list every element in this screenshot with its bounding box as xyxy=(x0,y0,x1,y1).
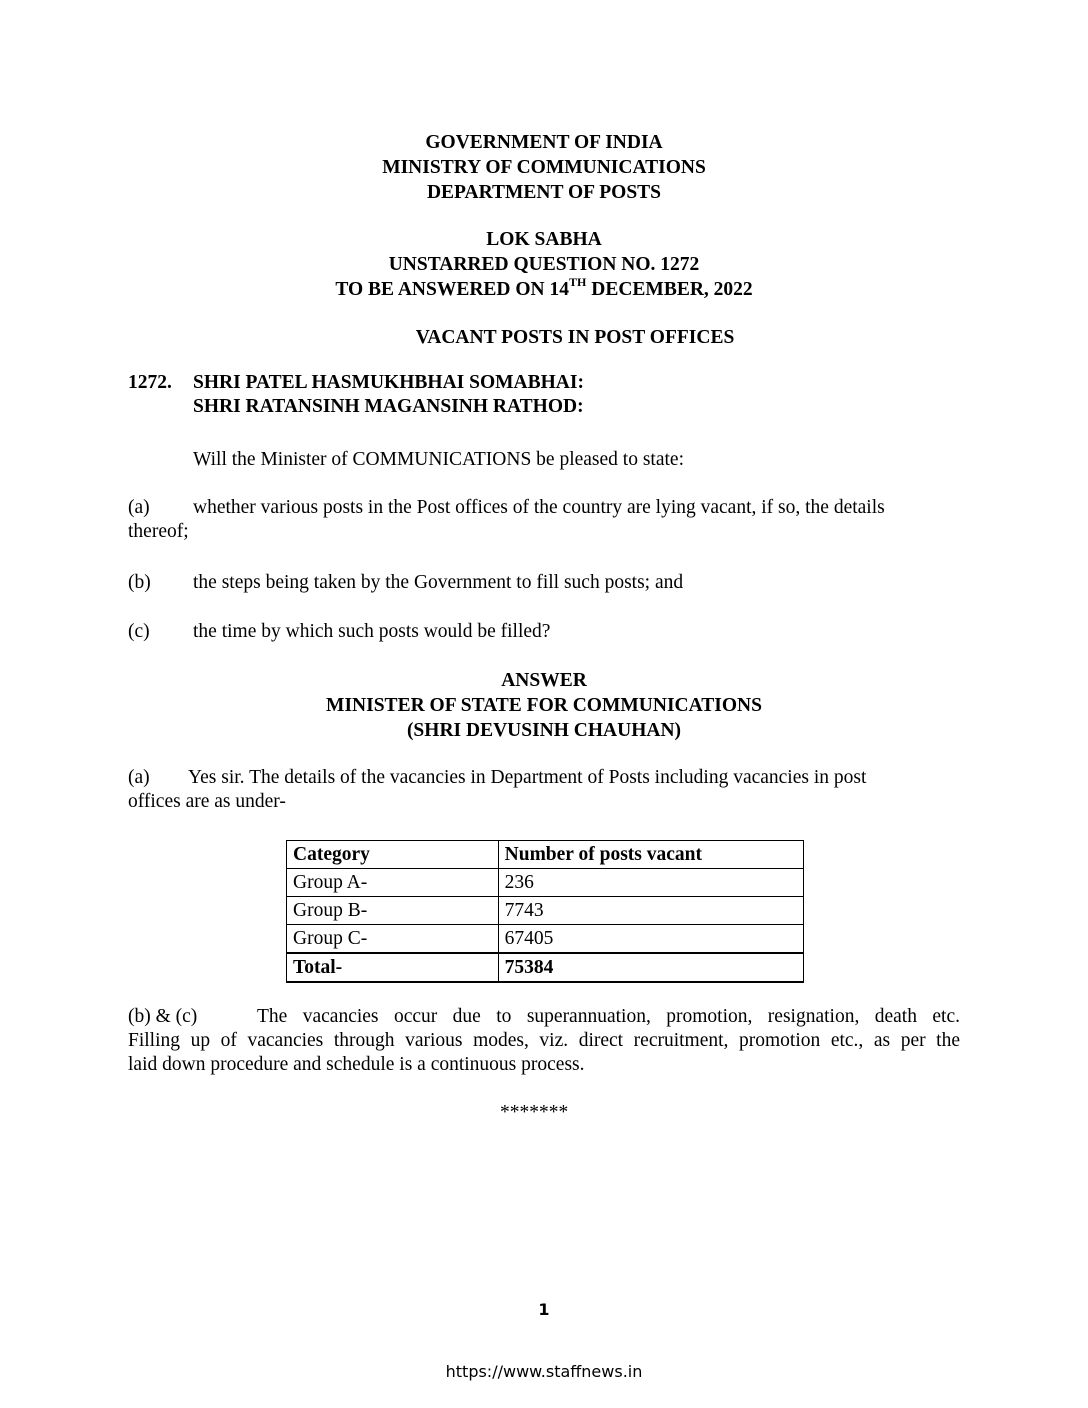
member-2: SHRI RATANSINH MAGANSINH RATHOD: xyxy=(193,396,584,417)
question-title: UNSTARRED QUESTION NO. 1272 xyxy=(388,254,700,275)
vacant-cell: 7743 xyxy=(498,897,803,925)
category-cell: Group A- xyxy=(287,869,499,897)
total-label-cell: Total- xyxy=(287,953,499,982)
table-header-row xyxy=(287,841,804,869)
vacant-cell: 236 xyxy=(498,869,803,897)
header-line-1: GOVERNMENT OF INDIA xyxy=(425,132,663,153)
minister-title: MINISTER OF STATE FOR COMMUNICATIONS xyxy=(326,695,762,716)
vacancy-table xyxy=(286,840,804,983)
question-b-text: the steps being taken by the Government to fill such posts; and xyxy=(193,572,684,593)
answer-a-label: (a) xyxy=(128,767,150,788)
house-name: LOK SABHA xyxy=(486,229,602,250)
answer-bc-label: (b) & (c) xyxy=(128,1006,198,1027)
category-cell: Group B- xyxy=(287,897,499,925)
question-b-label: (b) xyxy=(128,572,151,593)
end-mark: ******* xyxy=(500,1102,569,1123)
table-row xyxy=(287,925,804,954)
date-prefix: TO BE ANSWERED ON 14 xyxy=(335,279,570,300)
question-number: 1272. xyxy=(128,372,172,393)
answer-date xyxy=(0,274,1088,302)
header-line-2: MINISTRY OF COMMUNICATIONS xyxy=(382,157,706,178)
category-cell: Group C- xyxy=(287,925,499,954)
question-a-continuation: thereof; xyxy=(128,521,189,542)
question-c-label: (c) xyxy=(128,621,150,642)
vacant-cell: 67405 xyxy=(498,925,803,954)
answer-a-text: Yes sir. The details of the vacancies in Department of Posts including vacancies in post xyxy=(188,767,867,788)
question-a-label: (a) xyxy=(128,497,150,518)
answer-title: ANSWER xyxy=(501,670,587,691)
answer-bc-line-1: The vacancies occur due to superannuation, promotion, resignation, death etc. xyxy=(257,1006,960,1027)
subject-title: VACANT POSTS IN POST OFFICES xyxy=(415,327,735,348)
date-suffix: DECEMBER, 2022 xyxy=(586,279,753,300)
question-a-text: whether various posts in the Post offices of the country are lying vacant, if so, the details xyxy=(193,497,885,518)
header-category: Category xyxy=(287,841,499,869)
answer-a-continuation: offices are as under- xyxy=(128,791,286,812)
question-intro: Will the Minister of COMMUNICATIONS be pleased to state: xyxy=(193,449,684,470)
header-posts-vacant: Number of posts vacant xyxy=(498,841,803,869)
total-value-cell: 75384 xyxy=(498,953,803,982)
answer-header xyxy=(0,668,1088,743)
question-c-text: the time by which such posts would be filled? xyxy=(193,621,551,642)
table-row xyxy=(287,897,804,925)
date-superscript: TH xyxy=(569,274,587,289)
minister-name: (SHRI DEVUSINH CHAUHAN) xyxy=(406,720,682,741)
question-header xyxy=(0,227,1088,302)
member-1: SHRI PATEL HASMUKHBHAI SOMABHAI: xyxy=(193,372,584,393)
answer-bc-line-2: Filling up of vacancies through various modes, viz. direct recruitment, promotion etc., as per the xyxy=(128,1030,960,1051)
header-line-3: DEPARTMENT OF POSTS xyxy=(426,182,662,203)
table-row xyxy=(287,869,804,897)
answer-bc-line-3: laid down procedure and schedule is a continuous process. xyxy=(128,1054,585,1075)
footer-url-link[interactable]: https://www.staffnews.in xyxy=(445,1362,643,1381)
government-header xyxy=(0,130,1088,205)
table-total-row xyxy=(287,953,804,982)
page-number: 1 xyxy=(538,1300,550,1319)
